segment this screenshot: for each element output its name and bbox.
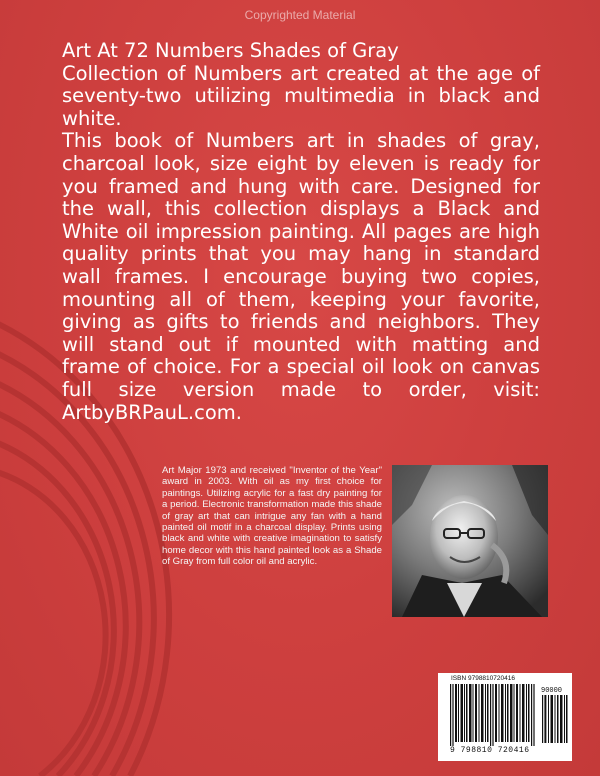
- back-cover-text: [62, 40, 540, 424]
- copyright-watermark: Copyrighted Material: [244, 8, 356, 22]
- author-bio: Art Major 1973 and received "Inventor of the Year" award in 2003. With oil as my first choice for paintings. Utilizing acrylic for a fast dry painting for a period. Electronic transformation made this shade of gray art that can intrigue any fan with a hand painted oil motif in a charcoal display. Prints using black and white with creative imagination to satisfy home decor with this hand painted look as a Shade of Gray from full color oil and acrylic.: [162, 465, 382, 568]
- book-description: This book of Numbers art in shades of gray, charcoal look, size eight by eleven is ready for you framed and hung with care. Designed for the wall, this collection displays a Black and White oil impression painting. All pages are high quality prints that you may hang in standard wall frames. I encourage buying two copies, mounting all of them, keeping your favorite, giving as gifts to friends and neighbors. They will stand out if mounted with matting and frame of choice. For a special oil look on canvas full size version made to order, visit: ArtbyBRPauL.com.: [62, 129, 540, 424]
- price-code: 90000: [541, 687, 563, 695]
- book-title: Art At 72 Numbers Shades of Gray: [62, 39, 399, 62]
- book-subtitle: Collection of Numbers art created at the age of seventy-two utilizing multimedia in black and white.: [62, 61, 540, 130]
- barcode-digits: 9 798810 720416: [450, 746, 530, 755]
- price-barcode-bars: [542, 695, 568, 743]
- isbn-barcode: [438, 673, 572, 761]
- author-portrait: [392, 465, 548, 617]
- ean-barcode-bars: [450, 684, 538, 746]
- isbn-label: ISBN 9798810720416: [451, 675, 515, 682]
